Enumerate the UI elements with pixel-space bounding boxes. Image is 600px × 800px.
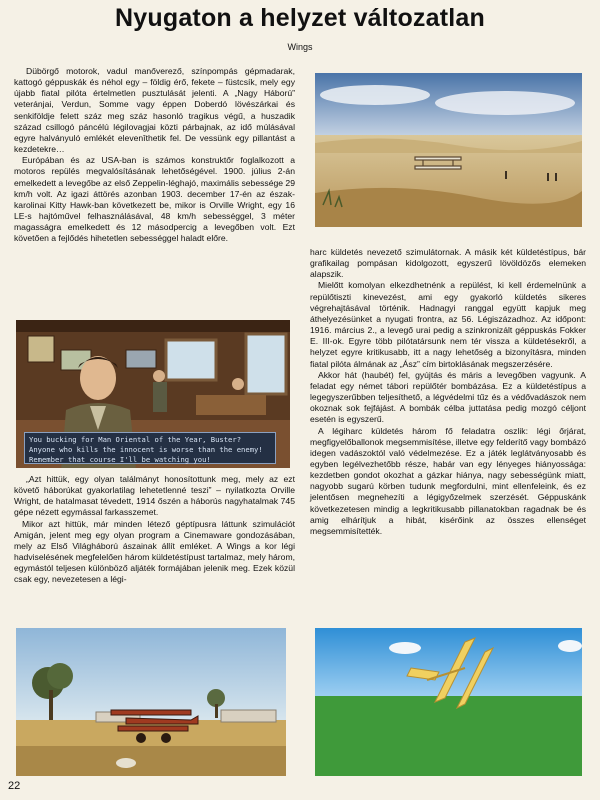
paragraph: „Azt hittük, egy olyan találmányt honosítottunk meg, mely az ezt követő háborúkat gyakorlatilag lehetetlenné teszi” – nyilatkozta Orville Wright, de hatalmasat tévedett, 1914 őszén a háborús nagyhatalmak 745 gépe nézett egymással farkasszemet.	[14, 474, 295, 518]
page-number: 22	[8, 780, 21, 792]
aerial-dogfight-screenshot	[315, 628, 582, 776]
column-1-top	[14, 66, 295, 245]
paragraph: Akkor hát (haubét) fel, gyújtás és máris a levegőben vagyunk. A feladat egy német tábori repülőtér bombázása. Ez a küldetéstípus a legegyszerűbben teljesíthető, a légvédelmi tűz és a védővadászok nem okoznak sok fejfájást. A bombák célba juttatása pedig mozgó céljont esetén is egyszerű.	[310, 369, 586, 425]
game-dialogue-box: You bucking for Man Oriental of the Year, Buster? Anyone who kills the innocent is worse than the enemy! Remember that course I'll be watching you!	[24, 432, 276, 464]
column-2	[310, 247, 586, 537]
paragraph: Dübörgő motorok, vadul manőverező, színpompás gépmadarak, kattogó géppuskák és néhol egy – földig érő, fekete – füstcsík, mely egy újabb fiatal pilóta értelmetlen pusztulását jelenti. A „Nagy Háború” veteránjai, Verdun, Somme vagy éppen Doberdó lövészárkai és senkiföldje felett száz meg száz hasonló tragikus végű, a huszadik század csillogó páncélú légilovagjai közti párbajnak, az idő múlásával egyre halványuló emlékét elevenîthetik fel. De vessünk egy pillantást a kezdetekre…	[14, 66, 295, 155]
airfield-biplane-screenshot	[16, 628, 286, 776]
article-title: Nyugaton a helyzet változatlan	[115, 4, 485, 32]
desert-biplane-screenshot	[315, 73, 582, 227]
paragraph: Mielőtt komolyan elkezdhetnénk a repülést, ki kell érdemelnünk a repülőtiszti kinevezést, ami egy gyakorló küldetés sikeres végrehajtásával történik. Hadnagyi ranggal együtt kapjuk meg áthelyezésünket a nyugati frontra, az 56. Légiszázadhoz. Az időpont: 1916. március 2., a levegő urai pedig a szinkronizált géppuskás Fokker E. III-ok. Egyre több pilótatársunk nem tér vissza a küldetésekről, a helyzet egyre kritikusabb, itt a nagy lehetőség a bizonyításra, minden fiatal pilóta álmának az „Ász” cím birtoklásának megszerzésére.	[310, 280, 586, 369]
paragraph: A légiharc küldetés három fő feladatra oszlik: légi őrjárat, megfigyelőballonok megsemmisítése, illetve egy felderítő vagy bombázó idegen vadászoktól való védelmezése. Ez a játék leglátványosabb és egyben legélvezhetőbb része, habár van egy lényeges hiányossága: kezdetben gondot okozhat a gázkar hiánya, nagy sebességünk miatt, nagyobb sugarú körben tudunk megfordulni, mint ellenfeleink, és ez jelentősen megnehezíti a légigyőzelmek szerzését. Géppuskánk következetesen mindig a legkritikusabb pillanatokban ragadnak be és amig elhárítjuk a hibát, kisérőink az összes ellenséget megsemmisítették.	[310, 425, 586, 536]
paragraph: Mikor azt hittük, már minden létező géptípusra láttunk szimulációt Amigán, jelent meg egy olyan program a Cinemaware gondozásában, mely az Első Világháború ászainak állít emléket. A Wings a kor légi hadviselésének megfelelően három küldetéstípust tartalmaz, mely három, egymástól teljesen különböző aljáték formájában jelenik meg. Ezek közül csak egy, nevezetesen a légi-	[14, 518, 295, 585]
paragraph: Európában és az USA-ban is számos konstruktőr foglalkozott a motoros repülés megvalósításának lehetőségével. 1900. július 2-án emelkedett a levegőbe az első Zeppelin-léghajó, maximális sebessége 29 km/h volt. Az igazi áttörés azonban 1903. december 17-én az észak-karolinai Kitty Hawk-ban következett be, mikor is Orville Wright, egy 16 LE-s hajtóművel felhasználásával, 48 km/h sebességgel, 3 méter magasságra emelkedett és 12 másodpercig a levegőben volt. Ezt követően a fejlődés hihetetlen sebességgel haladt előre.	[14, 155, 295, 244]
office-briefing-screenshot	[16, 320, 290, 468]
column-1-bottom	[14, 474, 295, 586]
article-author: Wings	[287, 42, 313, 52]
paragraph: harc küldetés nevezető szimulátornak. A másik két küldetéstípus, bár grafikailag pompásan kidolgozott, egyszerű lövöldözős elemeken alapszik.	[310, 247, 586, 280]
